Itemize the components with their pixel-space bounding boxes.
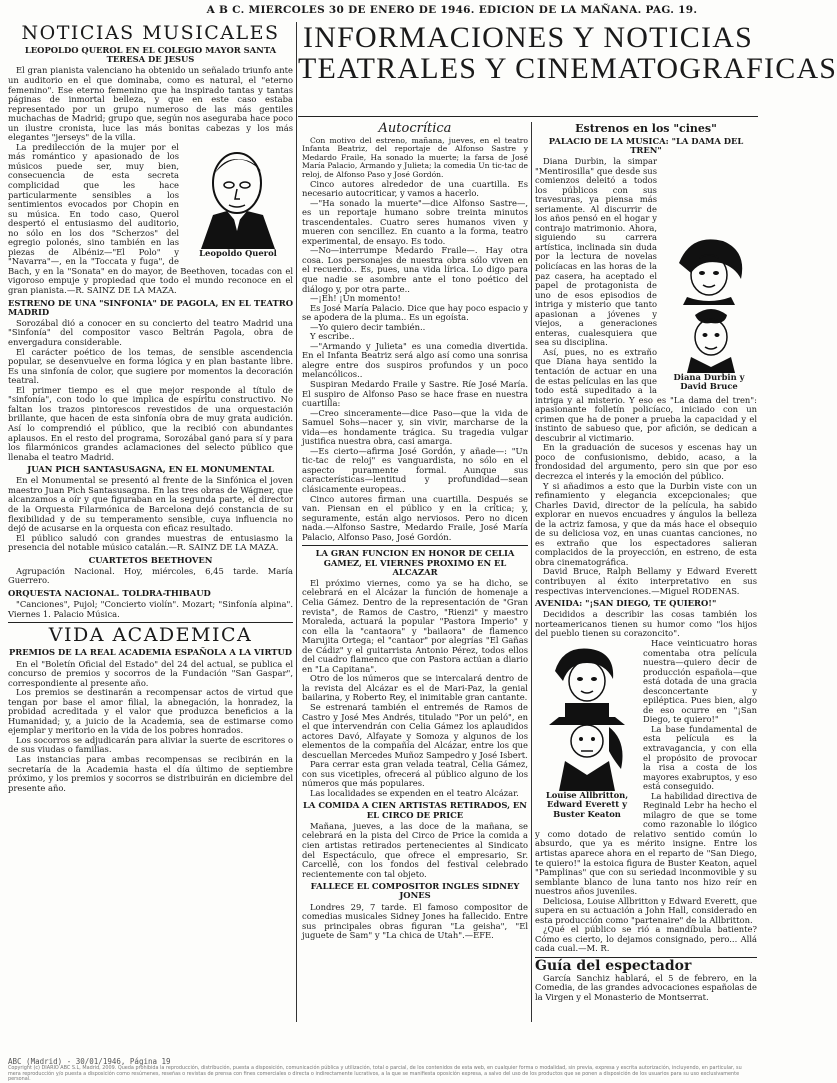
source-line: ABC (Madrid) - 30/01/1946, Página 19 — [8, 1057, 171, 1066]
autocritica-title: Autocrítica — [378, 121, 452, 136]
paragraph: La habilidad directiva de Reginald Lebr ha hecho el milagro de que se tome como razonable lo ilógico y como dotado de relativo sentido común lo absurdo, que ya es mérito insigne. Entre los artistas aparece ahora en el reparto de "San Diego, te quiero!" la estoica figura de Buster Keaton, aquel "Pamplinas" que con su seriedad inconmovible y su semblante blanco de luna tanto nos hizo reír en nuestros años juveniles. — [535, 790, 757, 897]
section-title-vida: VIDA ACADEMICA — [48, 624, 253, 647]
headline-price: LA COMIDA A CIEN ARTISTAS RETIRADOS, EN EL CIRCO DE PRICE — [303, 800, 527, 820]
banner-line-1: INFORMACIONES Y NOTICIAS — [303, 21, 753, 54]
divider — [302, 545, 528, 546]
paragraph: —"Ha sonado la muerte"—dice Alfonso Sastre—, es un reportaje humano sobre treinta minutos trascendentales. Cuatro seres humanos viven y mueren con sencillez. En cuanto a la forma, teatro experimental, de ensayo. Es todo. — [302, 197, 528, 246]
paragraph: Agrupación Nacional. Hoy, miércoles, 6,45 tarde. María Guerrero. — [8, 565, 293, 586]
paragraph: Mañana, jueves, a las doce de la mañana, se celebrará en la pista del Circo de Price la comida a cien artistas retirados pertenecientes al Sindicato del Espectáculo, que ofrece el empresario, Sr. Carcellé, con los fondos del festival celebrado recientemente con tal objeto. — [302, 820, 528, 879]
paragraph: En el "Boletín Oficial del Estado" del 24 del actual, se publica el concurso de premios y socorros de la Fundación "San Gaspar", correspondiente al presente año. — [8, 658, 293, 688]
running-head: A B C. MIERCOLES 30 DE ENERO DE 1946. EDICION DE LA MAÑANA. PAG. 19. — [206, 4, 698, 16]
paragraph: Las localidades se expenden en el teatro Alcázar. — [310, 787, 519, 798]
paragraph: Se estrenará también el entremés de Ramos de Castro y José Mes Andrés, titulado "Por un peló", en el que intervendrán con Celia Gámez los aplaudidos actores Davó, Alfayate y Somoza y algunos de los elementos de la compañía del Alcázar, entre los que descuellan Mercedes Muñoz Sampedro y José Isbert. — [302, 702, 528, 760]
san-diego-caption: Louise Allbritton, Edward Everett y Buster Keaton — [545, 789, 629, 819]
paragraph: ¿Qué el público se rió a mandíbula batiente? Cómo es cierto, lo dejamos consignado, pero... Allá cada cual.—M. R. — [535, 924, 757, 954]
guia-title: Guía del espectador — [535, 958, 692, 974]
paragraph: En la graduación de sucesos y escenas hay un poco de confusionismo, debido, acaso, a la frondosidad del argumento, pero sin que por eso decrezca el interés y la emoción del público. — [535, 442, 757, 481]
copyright-notice: Copyright (c) DIARIO ABC S.L, Madrid, 2009. Queda prohibida la reproducción, distribución, puesta a disposición, comunicación pública y utilización, total o parcial, de los contenidos de esta web, en cualquier forma o modalidad, sin previa, expresa y escrita autorización, incluyendo, en particular, su mera reproducción y/o puesta a disposición como resúmenes, reseñas o revistas de prensa con fines comerciales o directa o indirectamente lucrativos, a la que se manifiesta oposición expresa, a salvo del uso de los productos que se ponen a disposición de los usuarios para su uso exclusivamente personal. — [8, 1065, 742, 1083]
durbin-caricature-image — [661, 233, 757, 373]
paragraph: —No—interrumpe Medardo Fraile—. Hay otra cosa. Los personajes de nuestra obra sólo viven en el recuerdo.. Es, pues, una vida lírica. Lo digo para que nadie se asombre ante el tono poético del diálogo y, por otra parte.. — [302, 245, 528, 294]
paragraph: Las instancias para ambas recompensas se recibirán en la secretaría de la Academia hasta el día último de septiembre próximo, y los premios y socorros se distribuirán en diciembre del presente año. — [8, 753, 293, 793]
paragraph: David Bruce, Ralph Bellamy y Edward Everett contribuyen al éxito interpretativo en sus respectivas intervenciones.—Miguel RODENAS. — [535, 566, 757, 596]
querol-caricature-image — [183, 145, 293, 249]
paragraph-intro: Con motivo del estreno, mañana, jueves, en el teatro Infanta Beatriz, del reportaje de Alfonso Sastre y Medardo Fraile, Ha sonado la muerte; la farsa de José María Palacio, Armando y Julieta; la comedia Un tic-tac de reloj, de Alfonso Paso y José Gordón. — [302, 135, 528, 179]
paragraph: Para cerrar esta gran velada teatral, Celia Gámez, con sus vicetiples, ofrecerá al público alguno de los números que más populares. — [302, 759, 528, 789]
paragraph: "Canciones", Pujol; "Concierto violín". Mozart; "Sinfonía alpina". Viernes 1. Palacio Música. — [8, 599, 293, 619]
paragraph: Los premios se destinarán a recompensar actos de virtud que tengan por base el amor filial, la abnegación, la honradez, la probidad acreditada y el valor que produzca beneficios a la Humanidad; y, a juicio de la Academia, sea de estimarse como ejemplar y meritorio en la vida de los pobres honrados. — [8, 687, 293, 736]
paragraph: Cinco autores alrededor de una cuartilla. Es necesario autocriticar, y vamos a hacerlo. — [302, 178, 528, 199]
paragraph: García Sanchiz hablará, el 5 de febrero, en la Comedia, de las grandes advocaciones españolas de la Virgen y el Monasterio de Montserrat. — [535, 972, 757, 1002]
paragraph: Cinco autores firman una cuartilla. Después se van. Piensan en el público y en la crítica; y, seguramente, están algo nerviosos. Pero no dicen nada.—Alfonso Sastre, Medardo Fraile, José María Palacio, Alfonso Paso, José Gordón. — [302, 493, 528, 542]
column-divider — [296, 22, 297, 1022]
paragraph: —¡Eh! ¡Un momento! — [310, 293, 401, 304]
headline-san-diego: AVENIDA: "¡SAN DIEGO, TE QUIERO!" — [535, 598, 717, 609]
paragraph: —Yo quiero decir también.. — [310, 321, 426, 332]
paragraph: El público saludó con grandes muestras de entusiasmo la presencia del notable músico catalán.—R. SAINZ DE LA MAZA. — [8, 532, 293, 553]
paragraph: Y si añadimos a esto que la Durbin viste con un refinamiento y elegancia excepcionales; que Charles David, director de la película, ha sabido explorar en nuevos encuadres y ángulos la belleza de la actriz famosa, y que da más hace el obsequio de su deliciosa voz, en unas cuantas canciones, no es extraño que los espectadores salieran complacidos de la proyección, en estreno, de esta obra cinematográfica. — [535, 480, 757, 567]
paragraph: La predilección de la mujer por el más romántico y apasionado de los músicos puede ser, muy bien, consecuencia de esta secreta complicidad que les hace particularmente sensibles a los sentimientos evocados por Chopin en su música. En todo caso, Querol despertó el entusiasmo del auditorio, no sólo en los dos "Scherzos" del egregio polonés, sino también en las piezas de Albéniz—"El Polo" y "Navarra"—, en la "Toccata y fuga", de Bach, y en la "Sonata" en do mayor, de Beethoven, tocadas con el vigoroso empuje y propiedad que todo el mundo reconoce en el gran pianista.—R. SAINZ DE LA MAZA. — [8, 141, 293, 295]
durbin-figure — [661, 233, 757, 392]
paragraph: La base fundamental de esta película es la extravagancia, y con ella el propósito de provocar la risa a costa de los mayores exabruptos, y eso está conseguido. — [643, 723, 757, 792]
paragraph: Hace veinticuatro horas comentaba otra película nuestra—quiero decir de producción española—que está dotada de una gracia desconcertante y epiléptica. Pues bien, algo de eso ocurre en "¡San Diego, te quiero!" — [643, 637, 757, 725]
section-title-musicales: NOTICIAS MUSICALES — [21, 22, 280, 44]
column-music — [8, 22, 293, 1030]
paragraph: Deliciosa, Louise Allbritton y Edward Everett, que supera en su actuación a John Hall, considerado en esta producción como "partenaire" de la Allbritton. — [535, 895, 757, 925]
cines-title: Estrenos en los "cines" — [575, 122, 717, 135]
headline-pagola: ESTRENO DE UNA "SINFONIA" DE PAGOLA, EN EL TEATRO MADRID — [8, 297, 293, 317]
paragraph: —Es cierto—afirma José Gordón, y añade—: "Un tic-tac de reloj" es vanguardista, no sólo en el aspecto puramente formal. Aunque sus características—lentitud y profundidad—sean clásicamente europeas.. — [302, 445, 528, 495]
paragraph: El carácter poético de los temas, de sensible ascendencia popular, se desenvuelve en forma lógica y en plan bastante libre. Es una sinfonía de color, que sugiere por momentos la decoración teatral. — [8, 346, 293, 386]
headline-gamez: LA GRAN FUNCION EN HONOR DE CELIA GAMEZ, EL VIERNES PROXIMO EN EL ALCAZAR — [315, 548, 515, 577]
headline-premios: PREMIOS DE LA REAL ACADEMIA ESPAÑOLA A LA VIRTUD — [8, 647, 293, 658]
paragraph: Sorozábal dió a conocer en su concierto del teatro Madrid una "Sinfonía" del compositor vasco Beltrán Pagola, obra de envergadura considerable. — [8, 317, 293, 348]
headline-querol: LEOPOLDO QUEROL EN EL COLEGIO MAYOR SANTA TERESA DE JESUS — [24, 45, 277, 65]
paragraph: Así, pues, no es extraño que Diana haya sentido la tentación de actuar en una de estas películas en las que todo está supeditado a la intriga y al misterio. Y eso es "La dama del tren": apasionante folletín policíaco, iniciado con un crimen que ha de poner a prueba la capacidad y el instinto de sabueso que, por afición, se dedican a descubrir al victimario. — [535, 346, 757, 443]
column-theatre — [302, 122, 528, 1030]
column-cinema — [535, 122, 757, 1030]
san-diego-caricature-image — [535, 641, 639, 791]
headline-dama-tren: PALACIO DE LA MUSICA: "LA DAMA DEL TREN" — [548, 135, 744, 155]
paragraph: —Creo sinceramente—dice Paso—que la vida de Samuel Sohs—nacer y, sin vivir, marcharse de la vida—es hondamente trágica. Su tragedia vulgar justifica nuestra obra, casi amarga. — [302, 407, 528, 447]
divider — [8, 622, 293, 623]
paragraph: Y escribe.. — [310, 331, 355, 342]
banner-line-2: TEATRALES Y CINEMATOGRAFICAS — [298, 52, 837, 85]
querol-figure — [183, 145, 293, 258]
paragraph: Decididos a describir las cosas también los norteamericanos tienen su humor como "los hijos del pueblo tienen su corazoncito". — [535, 609, 757, 639]
headline-pich: JUAN PICH SANTASUSAGNA, EN EL MONUMENTAL — [27, 464, 274, 475]
san-diego-figure — [535, 641, 639, 819]
paragraph: —"Armando y Julieta" es una comedia divertida. En el Infanta Beatriz será algo así como una sonrisa alegre entre dos suspiros profundos y un poco melancólicos.. — [302, 340, 528, 380]
paragraph: En el Monumental se presentó al frente de la Sinfónica el joven maestro Juan Pich Santasusagna. En las tres obras de Wágner, que alcanzamos a oír y que figuraban en la segunda parte, el director de la Orquesta Filarmónica de Barcelona dejó constancia de su flexibilidad y de su temperamento sensible, cuya influencia no dejó de acusarse en la orquesta con eficaz resultado. — [8, 475, 293, 534]
paragraph: Otro de los números que se intercalará dentro de la revista del Alcázar es el de Mari-Paz, la genial bailarina, y Roberto Rey, el inimitable gran cantante. — [302, 673, 528, 703]
paragraph: El próximo viernes, como ya se ha dicho, se celebrará en el Alcázar la función de homenaje a Celia Gámez. Dentro de la representación de "Gran revista", de Ramos de Castro, "Rienzi" y maestro Moraleda, actuará la popular "Pastora Imperio" y con ella la "cantaora" y "bailaora" de flamenco Marujita Ortega; el "cantaor" por alegrías "El Gañas de Cádiz" y el guitarrista Antonio Pérez, todos ellos del cuadro flamenco que con Pastora actúan a diario en "La Capitana". — [302, 577, 528, 674]
headline-toldra: ORQUESTA NACIONAL. TOLDRA-THIBAUD — [8, 588, 211, 599]
column-divider — [531, 122, 532, 1022]
durbin-caption: Diana Durbin y David Bruce — [673, 371, 745, 392]
headline-beethoven: CUARTETOS BEETHOVEN — [88, 554, 213, 565]
querol-caption: Leopoldo Querol — [199, 247, 277, 258]
paragraph: Los socorros se adjudicarán para aliviar la suerte de escritores o de sus viudas o familias. — [8, 734, 293, 755]
paragraph: Es José María Palacio. Dice que hay poco espacio y se apodera de la pluma.. Es un egoísta. — [302, 302, 528, 323]
paragraph: Londres 29, 7 tarde. El famoso compositor de comedias musicales Sidney Jones ha fallecido. Entre sus principales obras figuran "La geisha", "El juguete de Sam" y "La chica de Utah".—EFE. — [302, 901, 528, 941]
paragraph: Suspiran Medardo Fraile y Sastre. Ríe José María. El suspiro de Alfonso Paso se hace frase en nuestra cuartilla: — [302, 379, 528, 409]
headline-jones: FALLECE EL COMPOSITOR INGLES SIDNEY JONES — [310, 881, 520, 901]
paragraph: El gran pianista valenciano ha obtenido un señalado triunfo ante un auditorio en el que dominaba, como es natural, el "eterno femenino". Ese eterno femenino que ha inspirado tantas y tantas páginas de inmortal belleza, y que en este caso estaba representado por un grupo numeroso de las más gentiles muchachas de Madrid; grupo que, según nos aseguraba hace poco un ilustre cronista, luce las más bonitas cabezas y los más elegantes "jerseys" de la villa. — [8, 65, 293, 143]
paragraph: El primer tiempo es el que mejor responde al título de "sinfonía", con todo lo que implica de espíritu constructivo. No faltan los trazos pintorescos revestidos de una orquestación brillante, que hacen de esta sinfonía obra de muy grata audición. Así lo comprendió el público, que la recibió con abundantes aplausos. En el resto del programa, Sorozábal ganó para sí y para los filarmónicos grandes aclamaciones del selecto público que llenaba el teatro Madrid. — [8, 384, 293, 462]
paragraph: Diana Durbin, la simpar "Mentirosilla" que desde sus comienzos deleitó a todos los públicos con sus travesuras, ya piensa más seriamente. Al discurrir de los años pensó en el hogar y contrajo matrimonio. Ahora, siguiendo su carrera artística, inclinada sin duda por la lectura de novelas policíacas en las horas de la paz casera, ha aceptado el papel de protagonista de uno de esos episodios de intriga y misterio que tanto apasionan a jóvenes y viejos, a generaciones enteras, cualesquiera que sea su disciplina. — [535, 155, 657, 348]
section-banner — [298, 21, 837, 117]
